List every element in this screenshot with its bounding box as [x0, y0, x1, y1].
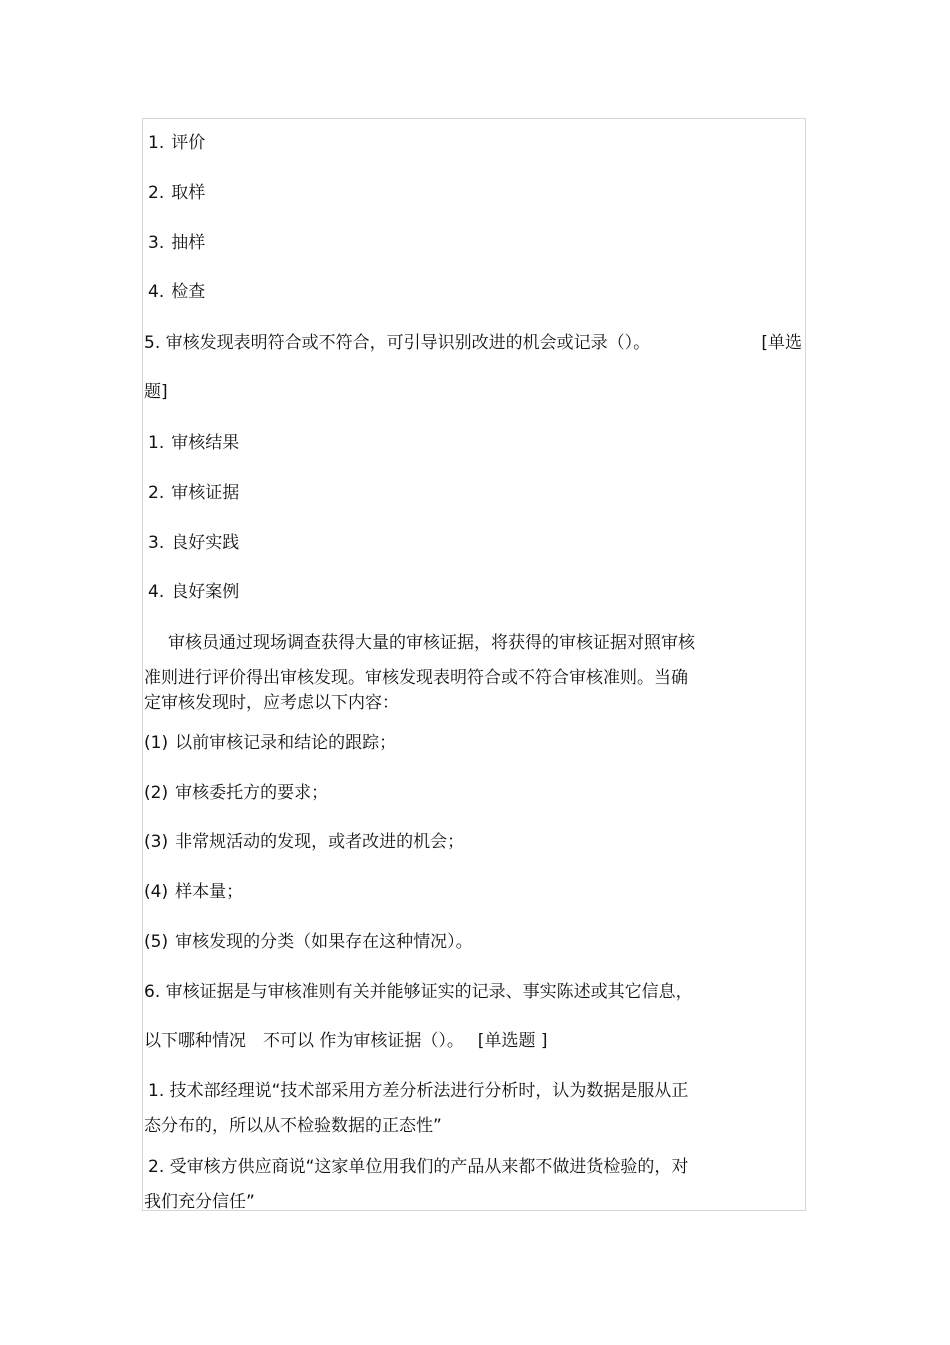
option-number: 1. [148, 133, 165, 153]
option-text: 抽样 [171, 233, 206, 253]
option-text: 检查 [171, 282, 206, 302]
option-number: 3. [148, 233, 165, 253]
option-q5-1[interactable] [148, 432, 239, 454]
question-6-stem-line-2: 以下哪种情况 不可以 作为审核证据（）。 [单选题 ] [144, 1031, 548, 1051]
option-prev-3[interactable] [148, 232, 205, 254]
explanation-item-1 [144, 732, 396, 754]
item-text: 以前审核记录和结论的跟踪； [175, 733, 397, 753]
option-q5-2[interactable] [148, 482, 239, 504]
option-number: 2. [148, 183, 165, 203]
item-number: (2) [144, 783, 169, 803]
explanation-item-2 [144, 782, 328, 804]
item-number: (3) [144, 832, 169, 852]
option-prev-2[interactable] [148, 182, 205, 204]
question-5-text: 5. 审核发现表明符合或不符合，可引导识别改进的机会或记录（）。 [144, 333, 651, 353]
option-text-line-1: 2. 受审核方供应商说“这家单位用我们的产品从来都不做进货检验的，对 [148, 1157, 689, 1177]
explanation-line-3: 定审核发现时，应考虑以下内容： [144, 693, 399, 713]
option-prev-4[interactable] [148, 281, 205, 303]
option-text: 审核结果 [171, 433, 240, 453]
option-number: 4. [148, 282, 165, 302]
explanation-item-5 [144, 931, 473, 953]
option-text-line-1: 1. 技术部经理说“技术部采用方差分析法进行分析时，认为数据是服从正 [148, 1081, 689, 1101]
option-text: 良好案例 [171, 582, 240, 602]
item-number: (1) [144, 733, 169, 753]
item-text: 审核委托方的要求； [175, 783, 329, 803]
explanation-item-3 [144, 831, 464, 853]
explanation-line-2: 准则进行评价得出审核发现。审核发现表明符合或不符合审核准则。当确 [144, 668, 688, 688]
option-q5-3[interactable] [148, 532, 239, 554]
item-text: 审核发现的分类（如果存在这种情况）。 [175, 932, 473, 952]
option-prev-1[interactable] [148, 132, 205, 154]
option-text: 取样 [171, 183, 206, 203]
option-text-line-2: 我们充分信任” [144, 1192, 255, 1212]
question-type-tag-end: 题] [144, 382, 168, 402]
option-q5-4[interactable] [148, 581, 239, 603]
option-text-line-2: 态分布的，所以从不检验数据的正态性” [144, 1116, 442, 1136]
item-number: (4) [144, 882, 169, 902]
option-number: 4. [148, 582, 165, 602]
item-text: 样本量； [175, 882, 244, 902]
option-number: 2. [148, 483, 165, 503]
option-number: 1. [148, 433, 165, 453]
option-number: 3. [148, 533, 165, 553]
item-number: (5) [144, 932, 169, 952]
explanation-line-1: 审核员通过现场调查获得大量的审核证据，将获得的审核证据对照审核 [168, 633, 695, 653]
question-type-tag: [单选 [761, 333, 802, 353]
option-text: 审核证据 [171, 483, 240, 503]
question-6-stem-line-1: 6. 审核证据是与审核准则有关并能够证实的记录、事实陈述或其它信息， [144, 982, 693, 1002]
option-text: 评价 [171, 133, 206, 153]
explanation-item-4 [144, 881, 243, 903]
question-5-stem [144, 332, 802, 354]
item-text: 非常规活动的发现，或者改进的机会； [175, 832, 465, 852]
option-text: 良好实践 [171, 533, 240, 553]
